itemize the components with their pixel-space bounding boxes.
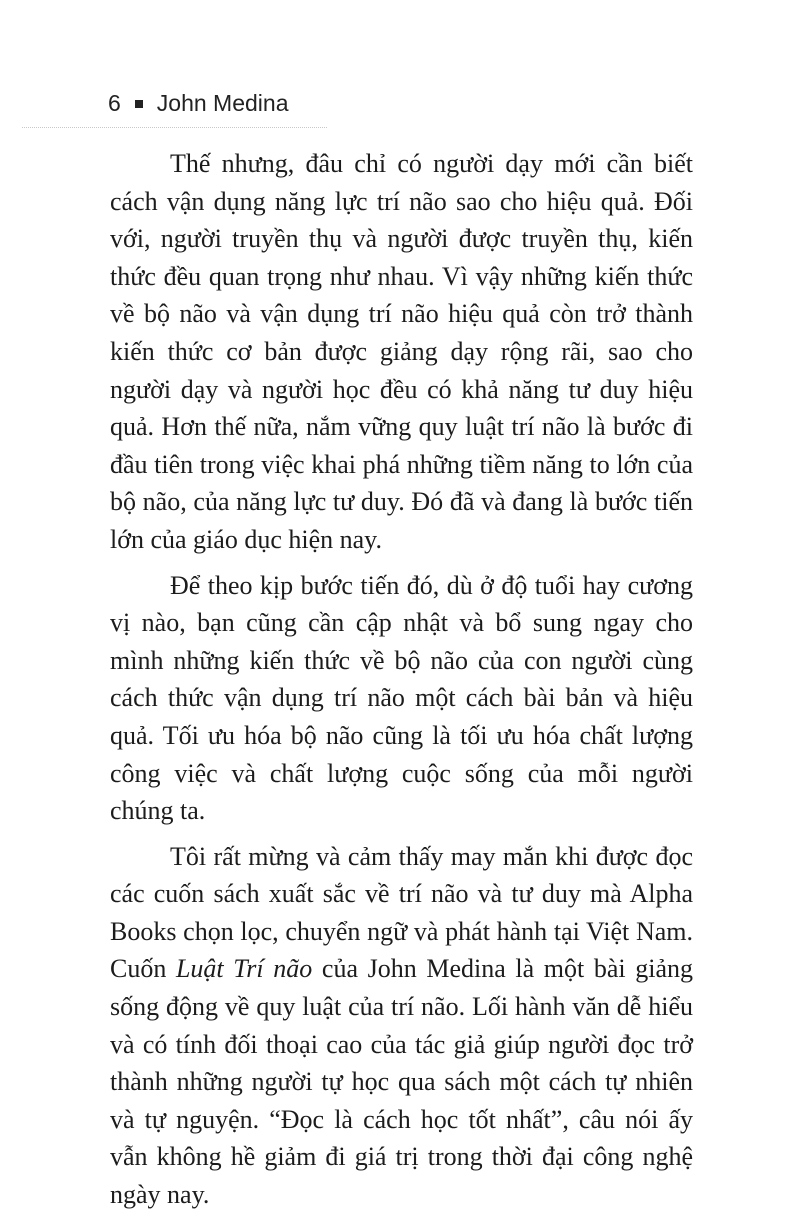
running-header bbox=[108, 90, 289, 117]
book-title: Luật Trí não bbox=[175, 954, 313, 984]
header-bullet-icon bbox=[135, 100, 143, 108]
paragraph-3 bbox=[110, 838, 693, 1214]
body-text bbox=[110, 145, 693, 1222]
header-author: John Medina bbox=[156, 90, 289, 116]
paragraph-2: Để theo kịp bước tiến đó, dù ở độ tuổi hay cương vị nào, bạn cũng cần cập nhật và bổ sung ngay cho mình những kiến thức về bộ não của con người cùng cách thức vận dụng trí não một cách bài bản và hiệu quả. Tối ưu hóa bộ não cũng là tối ưu hóa chất lượng công việc và chất lượng cuộc sống của mỗi người chúng ta. bbox=[110, 570, 693, 826]
paragraph-3-rest: của John Medina là một bài giảng sống động về quy luật của trí não. Lối hành văn dễ hiểu và có tính đối thoại cao của tác giả giúp người đọc trở thành những người tự học qua sách một cách tự nhiên và tự nguyện. “Đọc là cách học tốt nhất”, câu nói ấy vẫn không hề giảm đi giá trị trong thời đại công nghệ ngày nay. bbox=[110, 954, 694, 1210]
page-number: 6 bbox=[108, 90, 121, 116]
paragraph-1: Thế nhưng, đâu chỉ có người dạy mới cần biết cách vận dụng năng lực trí não sao cho hiệu quả. Đối với, người truyền thụ và người được truyền thụ, kiến thức đều quan trọng như nhau. Vì vậy những kiến thức về bộ não và vận dụng trí não hiệu quả còn trở thành kiến thức cơ bản được giảng dạy rộng rãi, sao cho người dạy và người học đều có khả năng tư duy hiệu quả. Hơn thế nữa, nắm vững quy luật trí não là bước đi đầu tiên trong việc khai phá những tiềm năng to lớn của bộ não, của năng lực tư duy. Đó đã và đang là bước tiến lớn của giáo dục hiện nay. bbox=[110, 149, 693, 554]
header-divider bbox=[22, 127, 327, 128]
paragraph-3-lead: Tôi rất mừng và cảm thấy may mắn khi được đọc các cuốn sách xuất sắc về trí não và tư duy mà Alpha Books chọn lọc, chuyển ngữ và phát hành tại Việt Nam. Cuốn bbox=[110, 841, 693, 984]
